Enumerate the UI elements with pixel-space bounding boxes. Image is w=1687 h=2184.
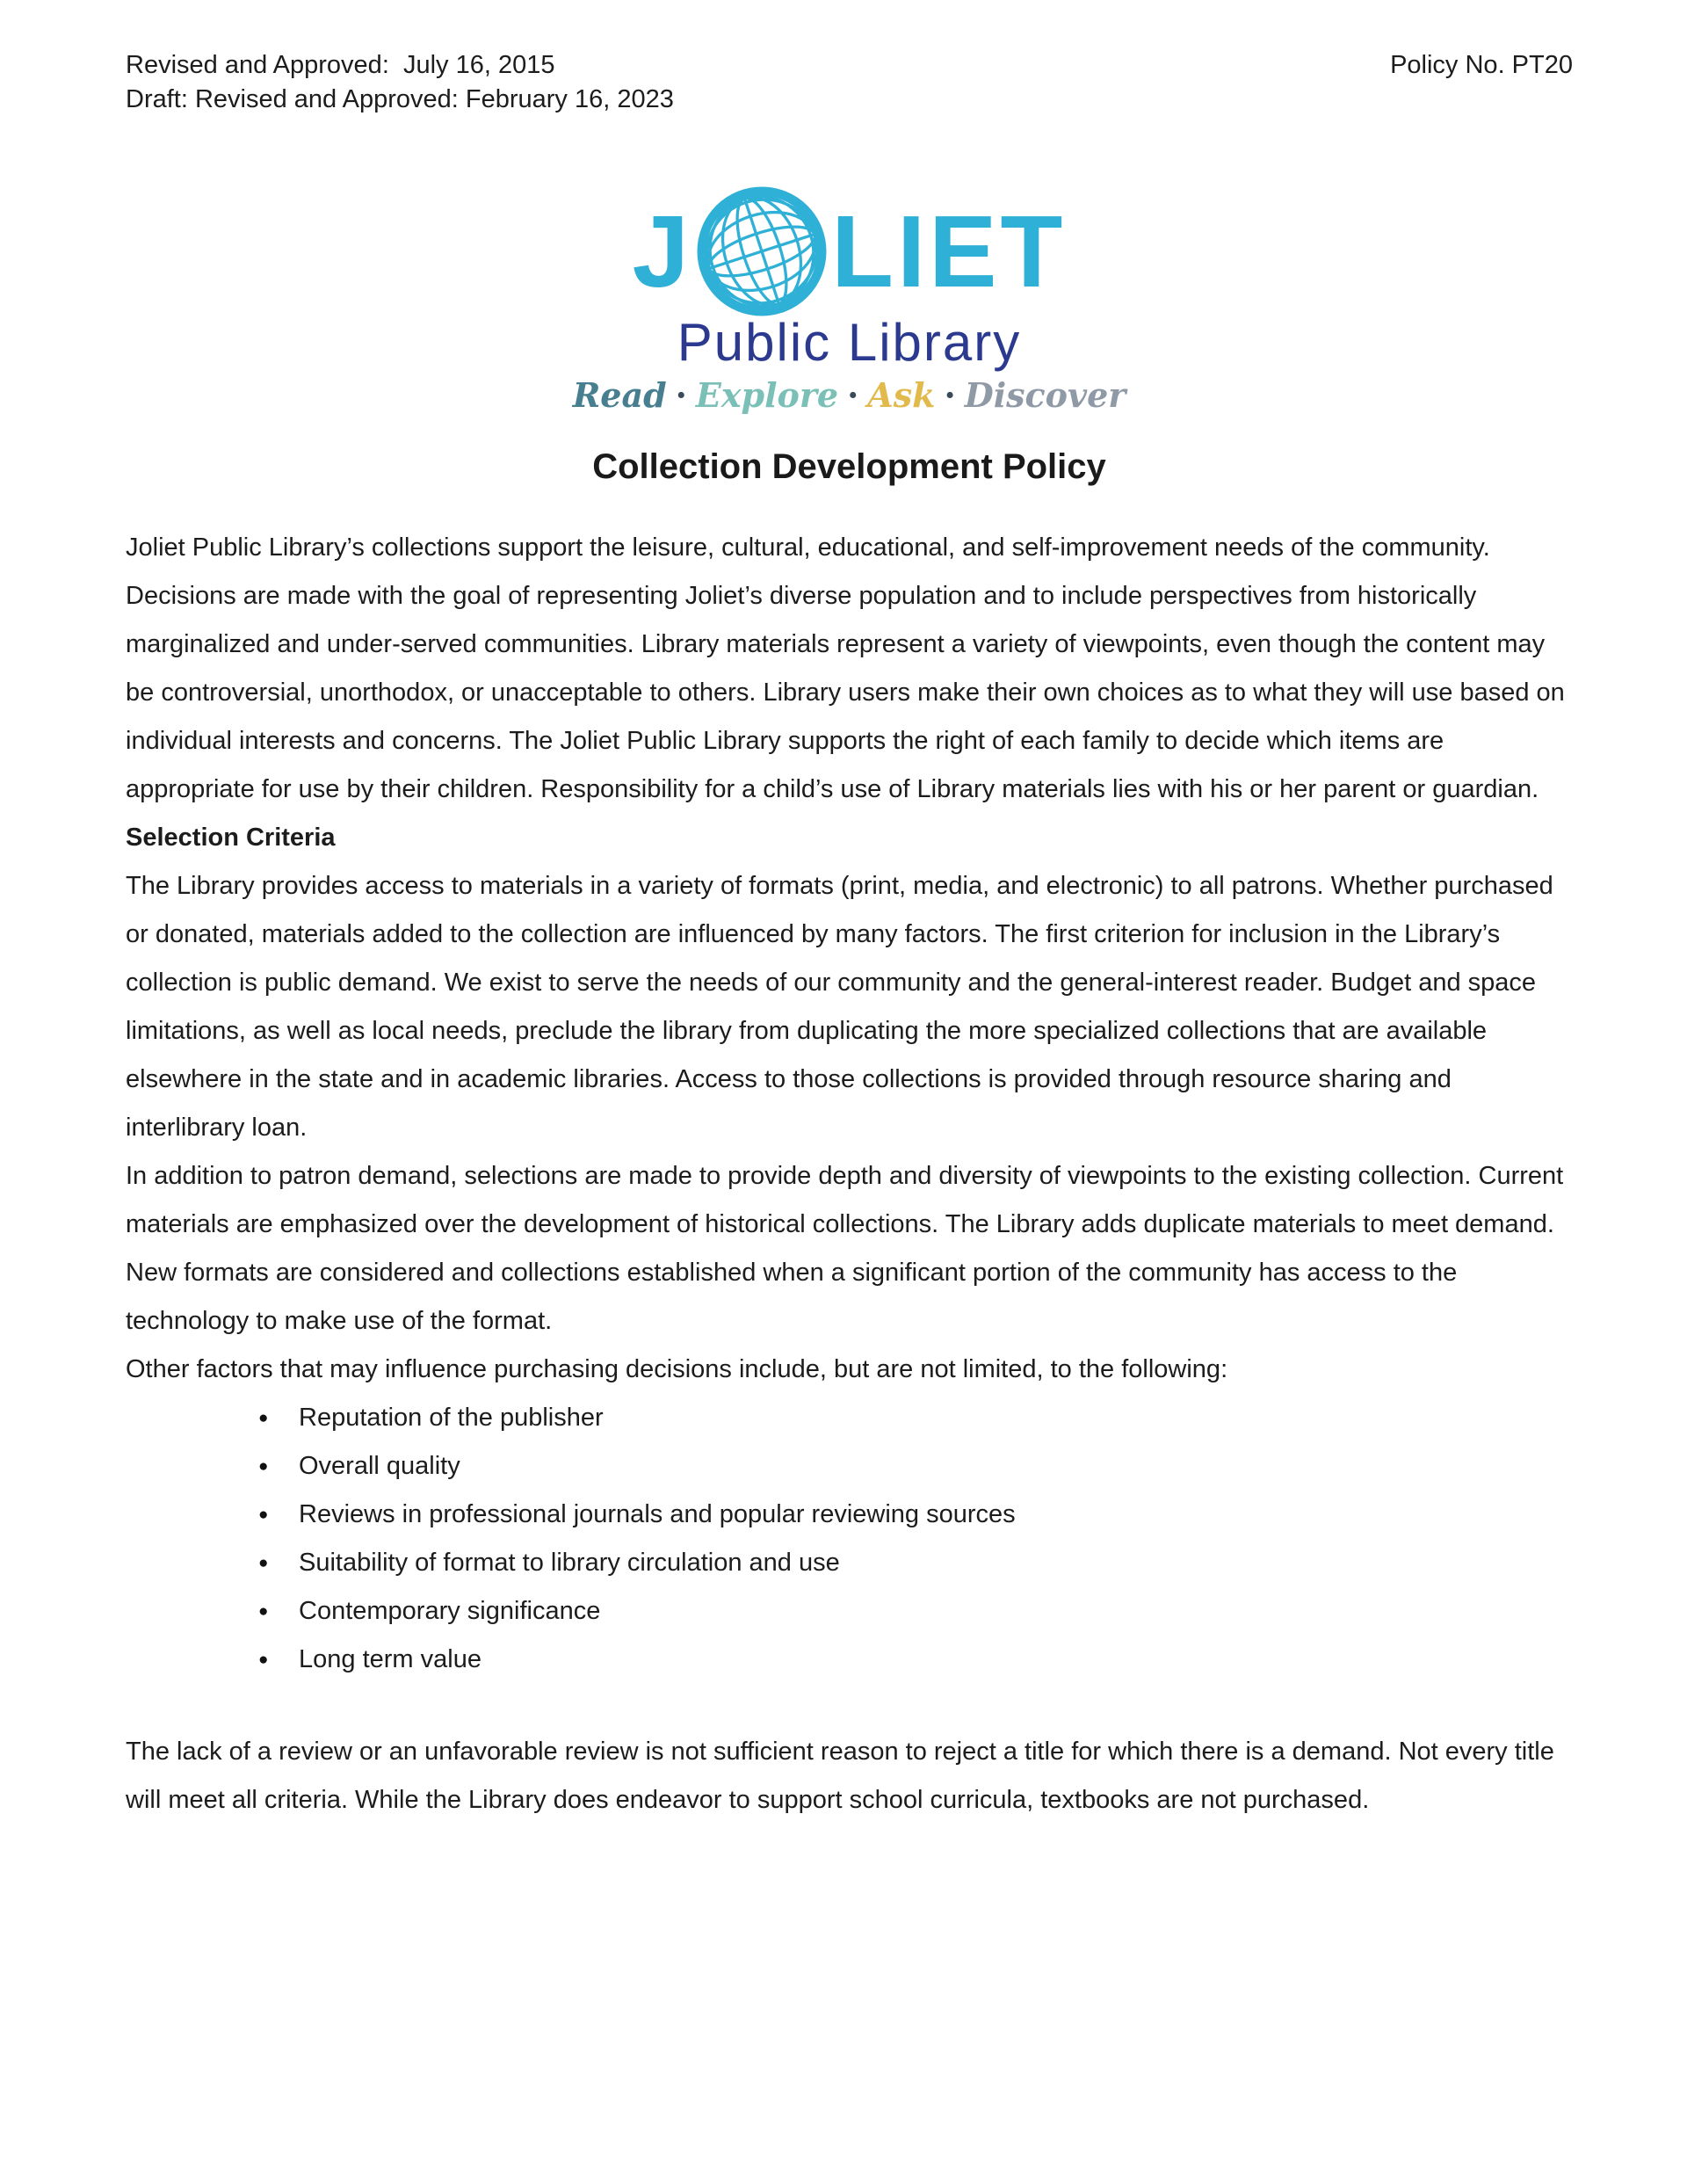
document-body: [126, 524, 1573, 1825]
tagline-separator: ·: [847, 375, 859, 415]
factors-list: [126, 1394, 1573, 1684]
revision-date-line: Revised and Approved: July 16, 2015: [126, 51, 555, 79]
factor-item: ● Reputation of the publisher: [299, 1394, 1573, 1442]
closing-paragraph: The lack of a review or an unfavorable review is not sufficient reason to reject a title for which there is a demand. Not every title will meet all criteria. While the Library does endeavor to support school curricula, textbooks are not purchased.: [126, 1737, 1554, 1814]
factor-item: ● Long term value: [299, 1636, 1573, 1684]
factor-item: ● Reviews in professional journals and popular reviewing sources: [299, 1491, 1573, 1539]
selection-paragraph-2: In addition to patron demand, selections are made to provide depth and diversity of viewpoints to the existing collection. Current materials are emphasized over the development of historical collections. The Library adds duplicate materials to meet demand. New formats are considered and collections established when a significant portion of the community has access to the technology to make use of the format.: [126, 1161, 1564, 1335]
wordmark-letter-j: J: [632, 194, 693, 308]
revision-block: [126, 48, 674, 117]
tagline-word-explore: Explore: [695, 375, 839, 415]
factor-item: ● Overall quality: [299, 1442, 1573, 1491]
tagline-word-read: Read: [572, 375, 667, 415]
factors-intro-paragraph: Other factors that may influence purchasing decisions include, but are not limited, to the following:: [126, 1354, 1228, 1383]
logo-subtitle: Public Library: [677, 313, 1022, 372]
selection-paragraph-1: The Library provides access to materials in a variety of formats (print, media, and electronic) to all patrons. Whether purchased or donated, materials added to the collection are influenced by many factors. The first criterion for inclusion in the Library’s collection is public demand. We exist to serve the needs of our community and the general-interest reader. Budget and space limitations, as well as local needs, preclude the library from duplicating the more specialized collections that are available elsewhere in the state and in academic libraries. Access to those collections is provided through resource sharing and interlibrary loan.: [126, 871, 1553, 1142]
factor-item: ● Contemporary significance: [299, 1587, 1573, 1636]
logo-wordmark: [126, 185, 1573, 317]
factor-item: ● Suitability of format to library circulation and use: [299, 1539, 1573, 1587]
tagline-word-ask: Ask: [867, 375, 936, 415]
policy-number: Policy No. PT20: [1390, 51, 1573, 79]
selection-criteria-heading: Selection Criteria: [126, 823, 336, 852]
page-title: Collection Development Policy: [592, 446, 1106, 486]
library-logo: [126, 185, 1573, 416]
intro-paragraph: Joliet Public Library’s collections support the leisure, cultural, educational, and self-improvement needs of the community. Decisions are made with the goal of representing Joliet’s diverse population and to include perspectives from historically marginalized and under-served communities. Library materials represent a variety of viewpoints, even though the content may be controversial, unorthodox, or unacceptable to others. Library users make their own choices as to what they will use based on individual interests and concerns. The Joliet Public Library supports the right of each family to decide which items are appropriate for use by their children. Responsibility for a child’s use of Library materials lies with his or her parent or guardian.: [126, 533, 1565, 803]
wordmark-letters-liet: LIET: [831, 194, 1067, 308]
document-header: [126, 48, 1573, 117]
globe-icon: [696, 185, 828, 317]
logo-tagline: [126, 375, 1573, 416]
tagline-separator: ·: [944, 375, 956, 415]
tagline-separator: ·: [675, 375, 687, 415]
tagline-word-discover: Discover: [964, 375, 1126, 415]
draft-date-line: Draft: Revised and Approved: February 16, 2023: [126, 85, 674, 113]
